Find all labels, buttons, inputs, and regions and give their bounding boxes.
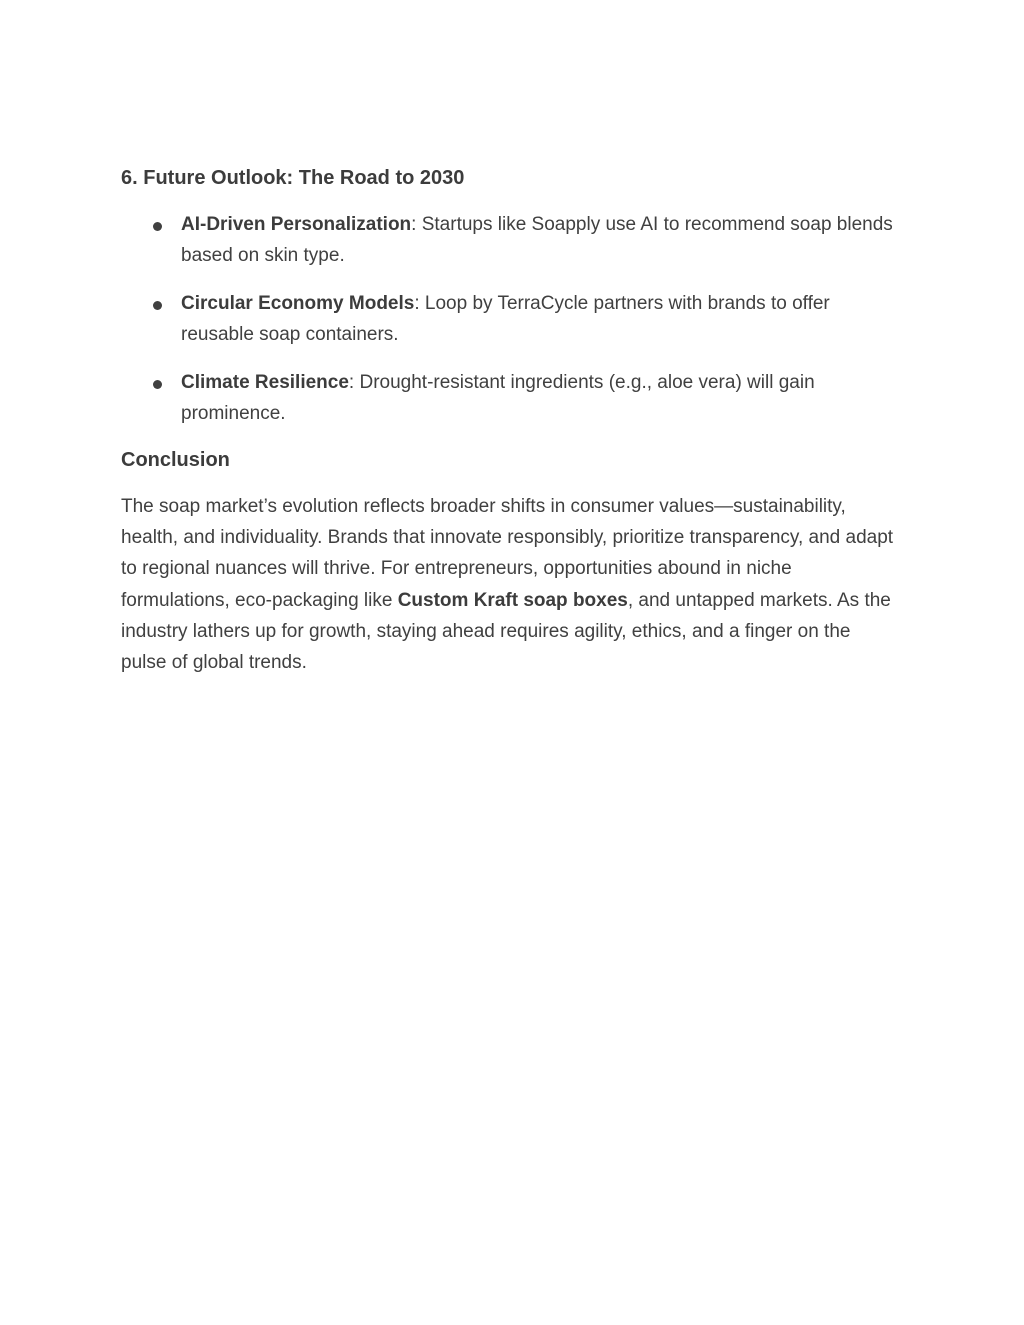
list-item-text: : Drought-resistant ingredients (e.g., aloe vera) will gain prominence. <box>181 372 815 424</box>
list-item-term: Climate Resilience <box>181 372 349 393</box>
conclusion-paragraph <box>121 491 896 678</box>
list-item-term: AI-Driven Personalization <box>181 214 412 235</box>
list-item <box>121 209 896 271</box>
bullet-icon <box>153 301 162 310</box>
list-item <box>121 367 896 429</box>
bullet-list <box>121 209 896 429</box>
list-item-text: : Startups like Soapply use AI to recommend soap blends based on skin type. <box>181 214 893 266</box>
conclusion-heading: Conclusion <box>121 449 230 471</box>
conclusion-bold-phrase: Custom Kraft soap boxes <box>397 589 628 611</box>
section-heading: 6. Future Outlook: The Road to 2030 <box>121 167 465 189</box>
bullet-icon <box>153 222 162 231</box>
document-page <box>121 160 896 678</box>
list-item-term: Circular Economy Models <box>181 293 415 314</box>
list-item-text: : Loop by TerraCycle partners with brands to offer reusable soap containers. <box>181 293 830 345</box>
conclusion-text-end: , and untapped markets. As the industry lathers up for growth, staying ahead requires agility, ethics, and a finger on the pulse of global trends. <box>121 589 891 674</box>
conclusion-text-start: The soap market’s evolution reflects broader shifts in consumer values—sustainability, health, and individuality. Brands that innovate responsibly, prioritize transparency, and adapt to regional nuances will thrive. For entrepreneurs, opportunities abound in niche formulations, eco-packaging like <box>121 496 894 611</box>
list-item <box>121 288 896 350</box>
bullet-icon <box>153 380 162 389</box>
